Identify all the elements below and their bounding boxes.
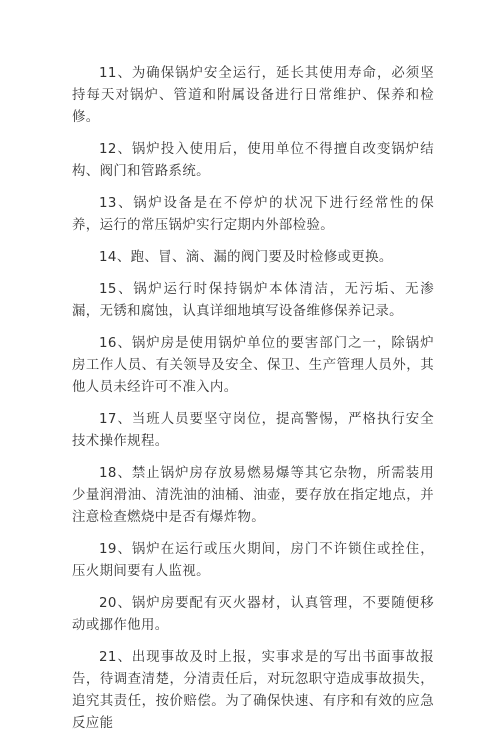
rule-paragraph-13: 13、锅炉设备是在不停炉的状况下进行经常性的保养，运行的常压锅炉实行定期内外部检验。: [72, 196, 434, 233]
rule-paragraph-12: 12、锅炉投入使用后，使用单位不得擅自改变锅炉结构、阀门和管路系统。: [72, 142, 434, 179]
rule-paragraph-19: 19、锅炉在运行或压火期间，房门不许锁住或拴住，压火期间要有人监视。: [72, 542, 434, 579]
rule-paragraph-21: 21、出现事故及时上报，实事求是的写出书面事故报告，待调查清楚，分清责任后，对玩忽职守造成事故损失，追究其责任，按价赔偿。为了确保快速、有序和有效的应急反应能: [72, 650, 434, 731]
rule-paragraph-16: 16、锅炉房是使用锅炉单位的要害部门之一，除锅炉房工作人员、有关领导及安全、保卫、生产管理人员外，其他人员未经许可不准入内。: [72, 336, 434, 395]
rule-paragraph-20: 20、锅炉房要配有灭火器材，认真管理，不要随便移动或挪作他用。: [72, 596, 434, 633]
rule-paragraph-11: 11、为确保锅炉安全运行，延长其使用寿命，必须坚持每天对锅炉、管道和附属设备进行日常维护、保养和检修。: [72, 66, 434, 125]
rule-paragraph-15: 15、锅炉运行时保持锅炉本体清洁，无污垢、无渗漏，无锈和腐蚀，认真详细地填写设备维修保养记录。: [72, 282, 434, 319]
rule-paragraph-17: 17、当班人员要坚守岗位，提高警惕，严格执行安全技术操作规程。: [72, 412, 434, 449]
rule-paragraph-18: 18、禁止锅炉房存放易燃易爆等其它杂物，所需装用少量润滑油、清洗油的油桶、油壶，要存放在指定地点，并注意检查燃烧中是否有爆炸物。: [72, 466, 434, 525]
rule-paragraph-14: 14、跑、冒、滴、漏的阀门要及时检修或更换。: [99, 250, 393, 265]
document-body: [72, 63, 434, 745]
